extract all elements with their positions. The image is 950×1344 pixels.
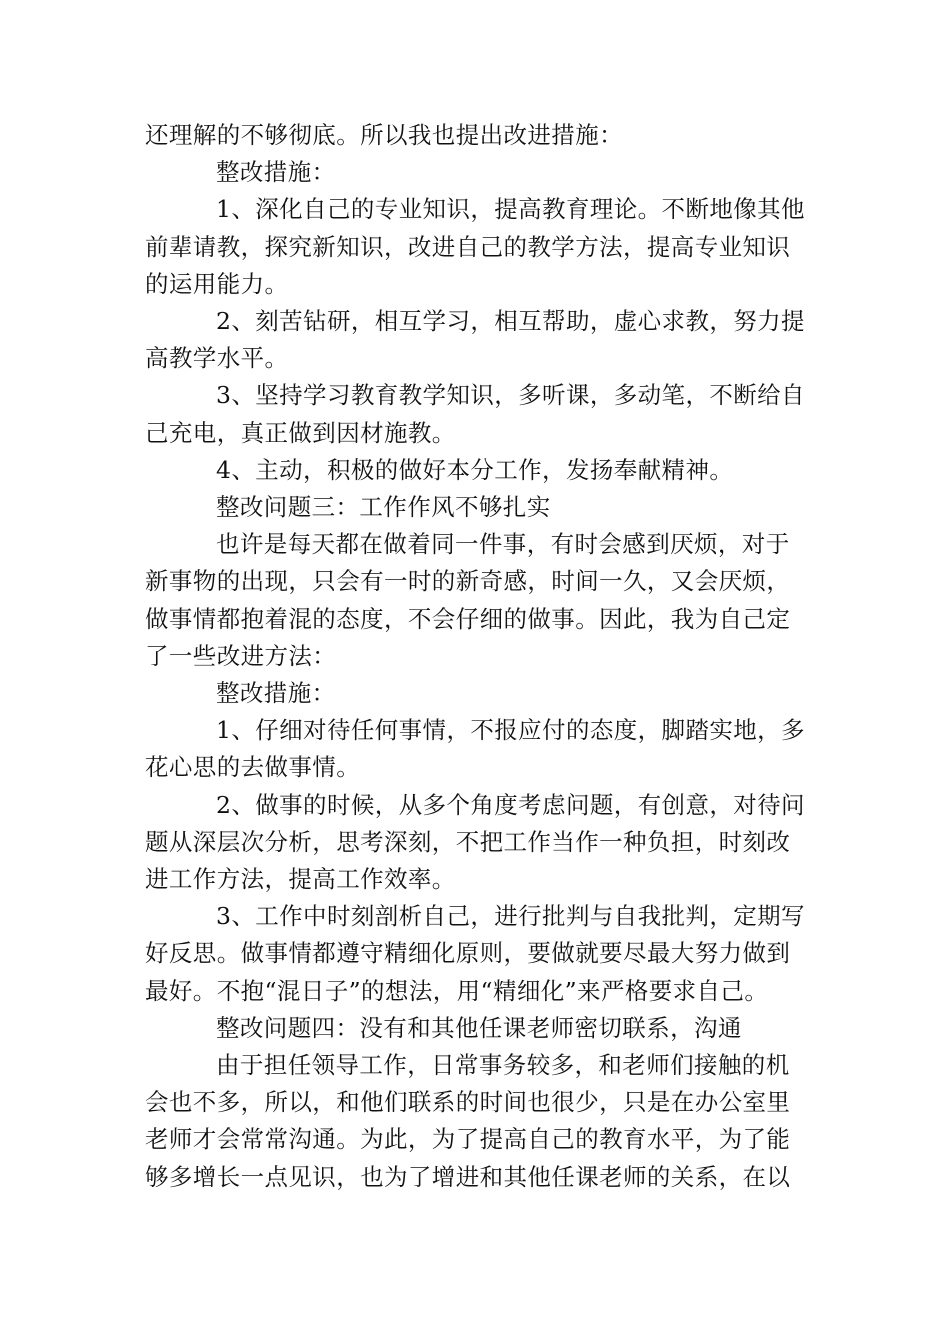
paragraph-line-indented: 2、刻苦钻研，相互学习，相互帮助，虚心求教，努力提 [216,307,805,336]
paragraph-line-indented: 也许是每天都在做着同一件事，有时会感到厌烦，对于 [216,530,790,559]
paragraph-line: 高教学水平。 [145,344,289,373]
paragraph-line: 的运用能力。 [145,269,289,298]
paragraph-line-indented: 1、仔细对待任何事情，不报应付的态度，脚踏实地，多 [216,716,805,745]
paragraph-line: 最好。不抱“混日子”的想法，用“精细化”来严格要求自己。 [145,976,769,1005]
paragraph-line: 还理解的不够彻底。所以我也提出改进措施： [145,121,623,149]
paragraph-line: 够多增长一点见识，也为了增进和其他任课老师的关系，在以 [145,1162,791,1191]
paragraph-line-indented: 4、主动，积极的做好本分工作，发扬奉献精神。 [216,455,734,484]
paragraph-line-indented: 3、坚持学习教育教学知识，多听课，多动笔，不断给自 [216,381,805,410]
paragraph-line-indented: 整改问题三：工作作风不够扎实 [216,493,551,522]
paragraph-line: 己充电，真正做到因材施教。 [145,418,456,447]
paragraph-line: 进工作方法，提高工作效率。 [145,865,456,894]
paragraph-line-indented: 由于担任领导工作，日常事务较多，和老师们接触的机 [216,1051,790,1080]
paragraph-line-indented: 2、做事的时候，从多个角度考虑问题，有创意，对待问 [216,790,805,819]
paragraph-line: 题从深层次分析，思考深刻，不把工作当作一种负担，时刻改 [145,827,791,856]
paragraph-line-indented: 3、工作中时刻剖析自己，进行批判与自我批判，定期写 [216,902,805,931]
paragraph-line-indented: 整改措施： [216,158,336,187]
paragraph-line: 新事物的出现，只会有一时的新奇感，时间一久，又会厌烦， [145,567,791,596]
paragraph-line-indented: 整改问题四：没有和其他任课老师密切联系，沟通 [216,1013,742,1042]
paragraph-line: 会也不多，所以，和他们联系的时间也很少，只是在办公室里 [145,1088,791,1117]
paragraph-line: 花心思的去做事情。 [145,753,361,782]
paragraph-line-indented: 整改措施： [216,679,336,708]
paragraph-line: 老师才会常常沟通。为此，为了提高自己的教育水平，为了能 [145,1125,791,1154]
paragraph-line-indented: 1、深化自己的专业知识，提高教育理论。不断地像其他 [216,195,805,224]
paragraph-line: 好反思。做事情都遵守精细化原则，要做就要尽最大努力做到 [145,939,791,968]
paragraph-line: 了一些改进方法： [145,641,337,670]
document-body [145,117,815,1196]
paragraph-line: 做事情都抱着混的态度，不会仔细的做事。因此，我为自己定 [145,604,791,633]
paragraph-line: 前辈请教，探究新知识，改进自己的教学方法，提高专业知识 [145,232,791,261]
